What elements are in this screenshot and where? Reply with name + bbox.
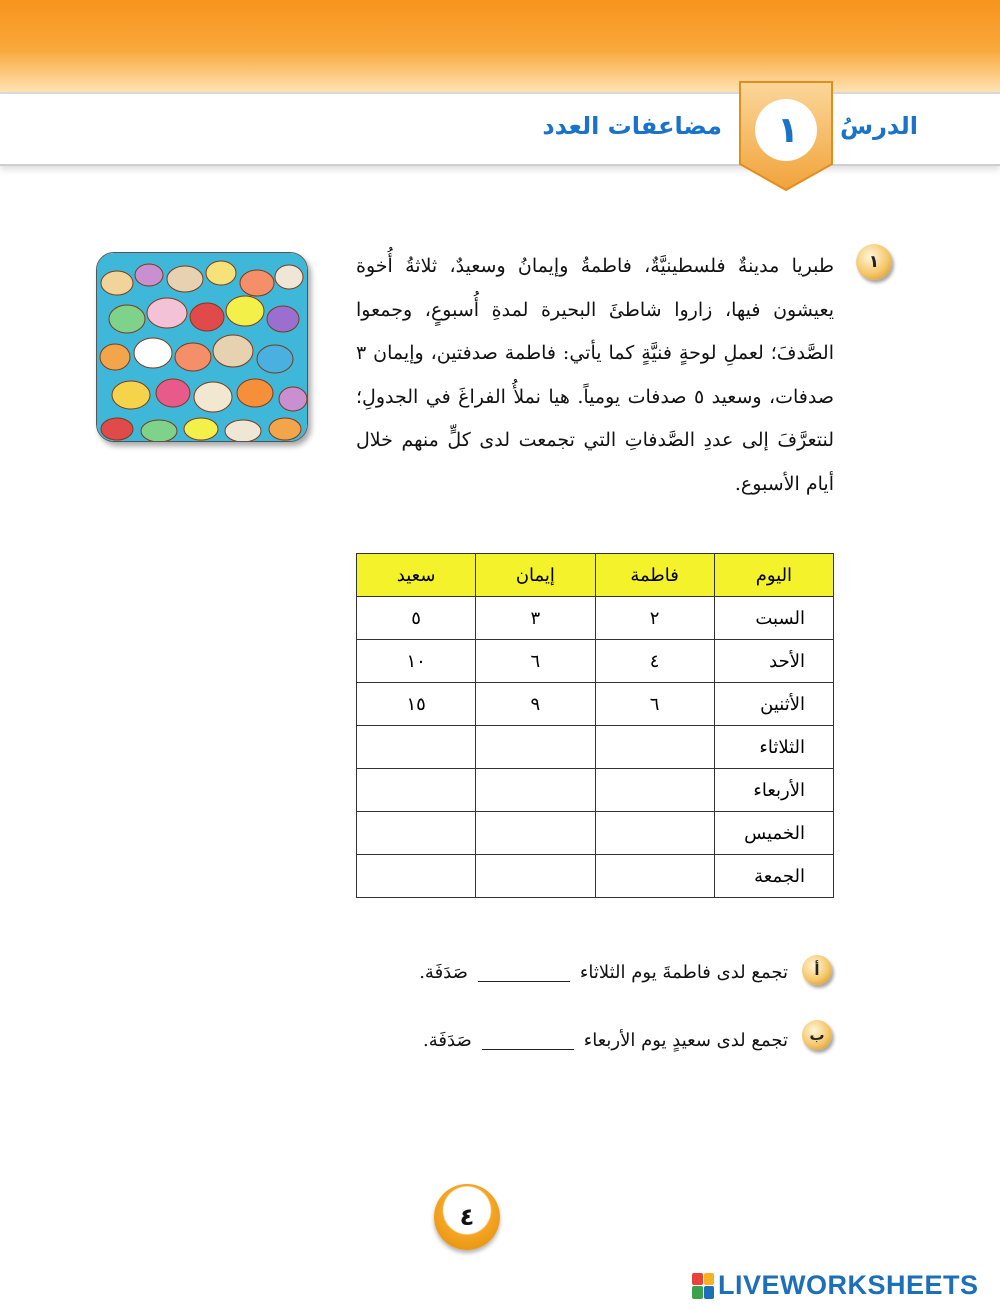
top-orange-bar bbox=[0, 0, 1000, 92]
sub-question-b-blank[interactable] bbox=[482, 1048, 574, 1050]
table-row bbox=[357, 769, 834, 812]
iman-answer-cell[interactable] bbox=[476, 769, 595, 812]
sub-question-b-text: تجمع لدى سعيدٍ يوم الأربعاء bbox=[583, 1030, 788, 1051]
saeed-cell: ٥ bbox=[357, 597, 476, 640]
question-1-text: طبريا مدينةٌ فلسطينيَّةٌ، فاطمةُ وإيمانُ وسعيدٌ، ثلاثةُ أُخوة يعيشون فيها، زاروا شاطئَ البحيرة لمدةِ أُسبوعٍ، وجمعوا الصَّدفَ؛ لعملِ لوحةٍ فنيَّةٍ كما يأتي: فاطمة صدفتين، وإيمان ٣ صدفات، وسعيد ٥ صدفات يومياً. هيا نملأُ الفراغَ في الجدولِ؛ لنتعرَّفَ إلى عددِ الصَّدفاتِ التي تجمعت لدى كلٍّ منهم خلال أيام الأسبوع. bbox=[356, 255, 834, 495]
fatima-cell: ٦ bbox=[595, 683, 714, 726]
sub-question-a-unit: صَدَفَة. bbox=[419, 962, 468, 983]
watermark-text: LIVEWORKSHEETS bbox=[718, 1270, 979, 1300]
iman-cell: ٩ bbox=[476, 683, 595, 726]
sub-question-a-text: تجمع لدى فاطمةَ يوم الثلاثاء bbox=[579, 962, 788, 983]
iman-cell: ٣ bbox=[476, 597, 595, 640]
lesson-title: مضاعفات العدد bbox=[542, 112, 722, 140]
saeed-answer-cell[interactable] bbox=[357, 855, 476, 898]
day-cell: الخميس bbox=[714, 812, 833, 855]
sub-question-b bbox=[356, 1030, 788, 1051]
fatima-answer-cell[interactable] bbox=[595, 855, 714, 898]
table-row bbox=[357, 683, 834, 726]
day-cell: الأربعاء bbox=[714, 769, 833, 812]
seashells-photo bbox=[96, 252, 308, 442]
header-iman: إيمان bbox=[476, 554, 595, 597]
day-cell: الأثنين bbox=[714, 683, 833, 726]
iman-answer-cell[interactable] bbox=[476, 726, 595, 769]
iman-cell: ٦ bbox=[476, 640, 595, 683]
saeed-cell: ١٥ bbox=[357, 683, 476, 726]
day-cell: السبت bbox=[714, 597, 833, 640]
sub-question-b-marker: ب bbox=[802, 1020, 832, 1050]
fatima-answer-cell[interactable] bbox=[595, 726, 714, 769]
saeed-cell: ١٠ bbox=[357, 640, 476, 683]
fatima-cell: ٢ bbox=[595, 597, 714, 640]
day-cell: الثلاثاء bbox=[714, 726, 833, 769]
table-row bbox=[357, 855, 834, 898]
fatima-answer-cell[interactable] bbox=[595, 812, 714, 855]
saeed-answer-cell[interactable] bbox=[357, 812, 476, 855]
table-row bbox=[357, 597, 834, 640]
page-number: ٤ bbox=[434, 1184, 500, 1250]
iman-answer-cell[interactable] bbox=[476, 812, 595, 855]
question-1-marker: ١ bbox=[856, 244, 892, 280]
sub-question-a-blank[interactable] bbox=[478, 980, 570, 982]
day-cell: الأحد bbox=[714, 640, 833, 683]
lesson-number: ١ bbox=[777, 109, 799, 151]
table-row bbox=[357, 640, 834, 683]
day-cell: الجمعة bbox=[714, 855, 833, 898]
header-saeed: سعيد bbox=[357, 554, 476, 597]
saeed-answer-cell[interactable] bbox=[357, 726, 476, 769]
table-row bbox=[357, 726, 834, 769]
iman-answer-cell[interactable] bbox=[476, 855, 595, 898]
liveworksheets-logo-icon bbox=[692, 1273, 714, 1299]
sub-question-a-marker: أ bbox=[802, 955, 832, 985]
sub-question-b-unit: صَدَفَة. bbox=[423, 1030, 472, 1051]
lesson-label: الدرسُ bbox=[839, 112, 918, 140]
fatima-cell: ٤ bbox=[595, 640, 714, 683]
fatima-answer-cell[interactable] bbox=[595, 769, 714, 812]
table-row bbox=[357, 812, 834, 855]
header-fatima: فاطمة bbox=[595, 554, 714, 597]
liveworksheets-watermark bbox=[692, 1270, 979, 1301]
header-day: اليوم bbox=[714, 554, 833, 597]
saeed-answer-cell[interactable] bbox=[357, 769, 476, 812]
table-header-row bbox=[357, 554, 834, 597]
sub-question-a bbox=[356, 962, 788, 983]
shells-table bbox=[356, 553, 834, 898]
